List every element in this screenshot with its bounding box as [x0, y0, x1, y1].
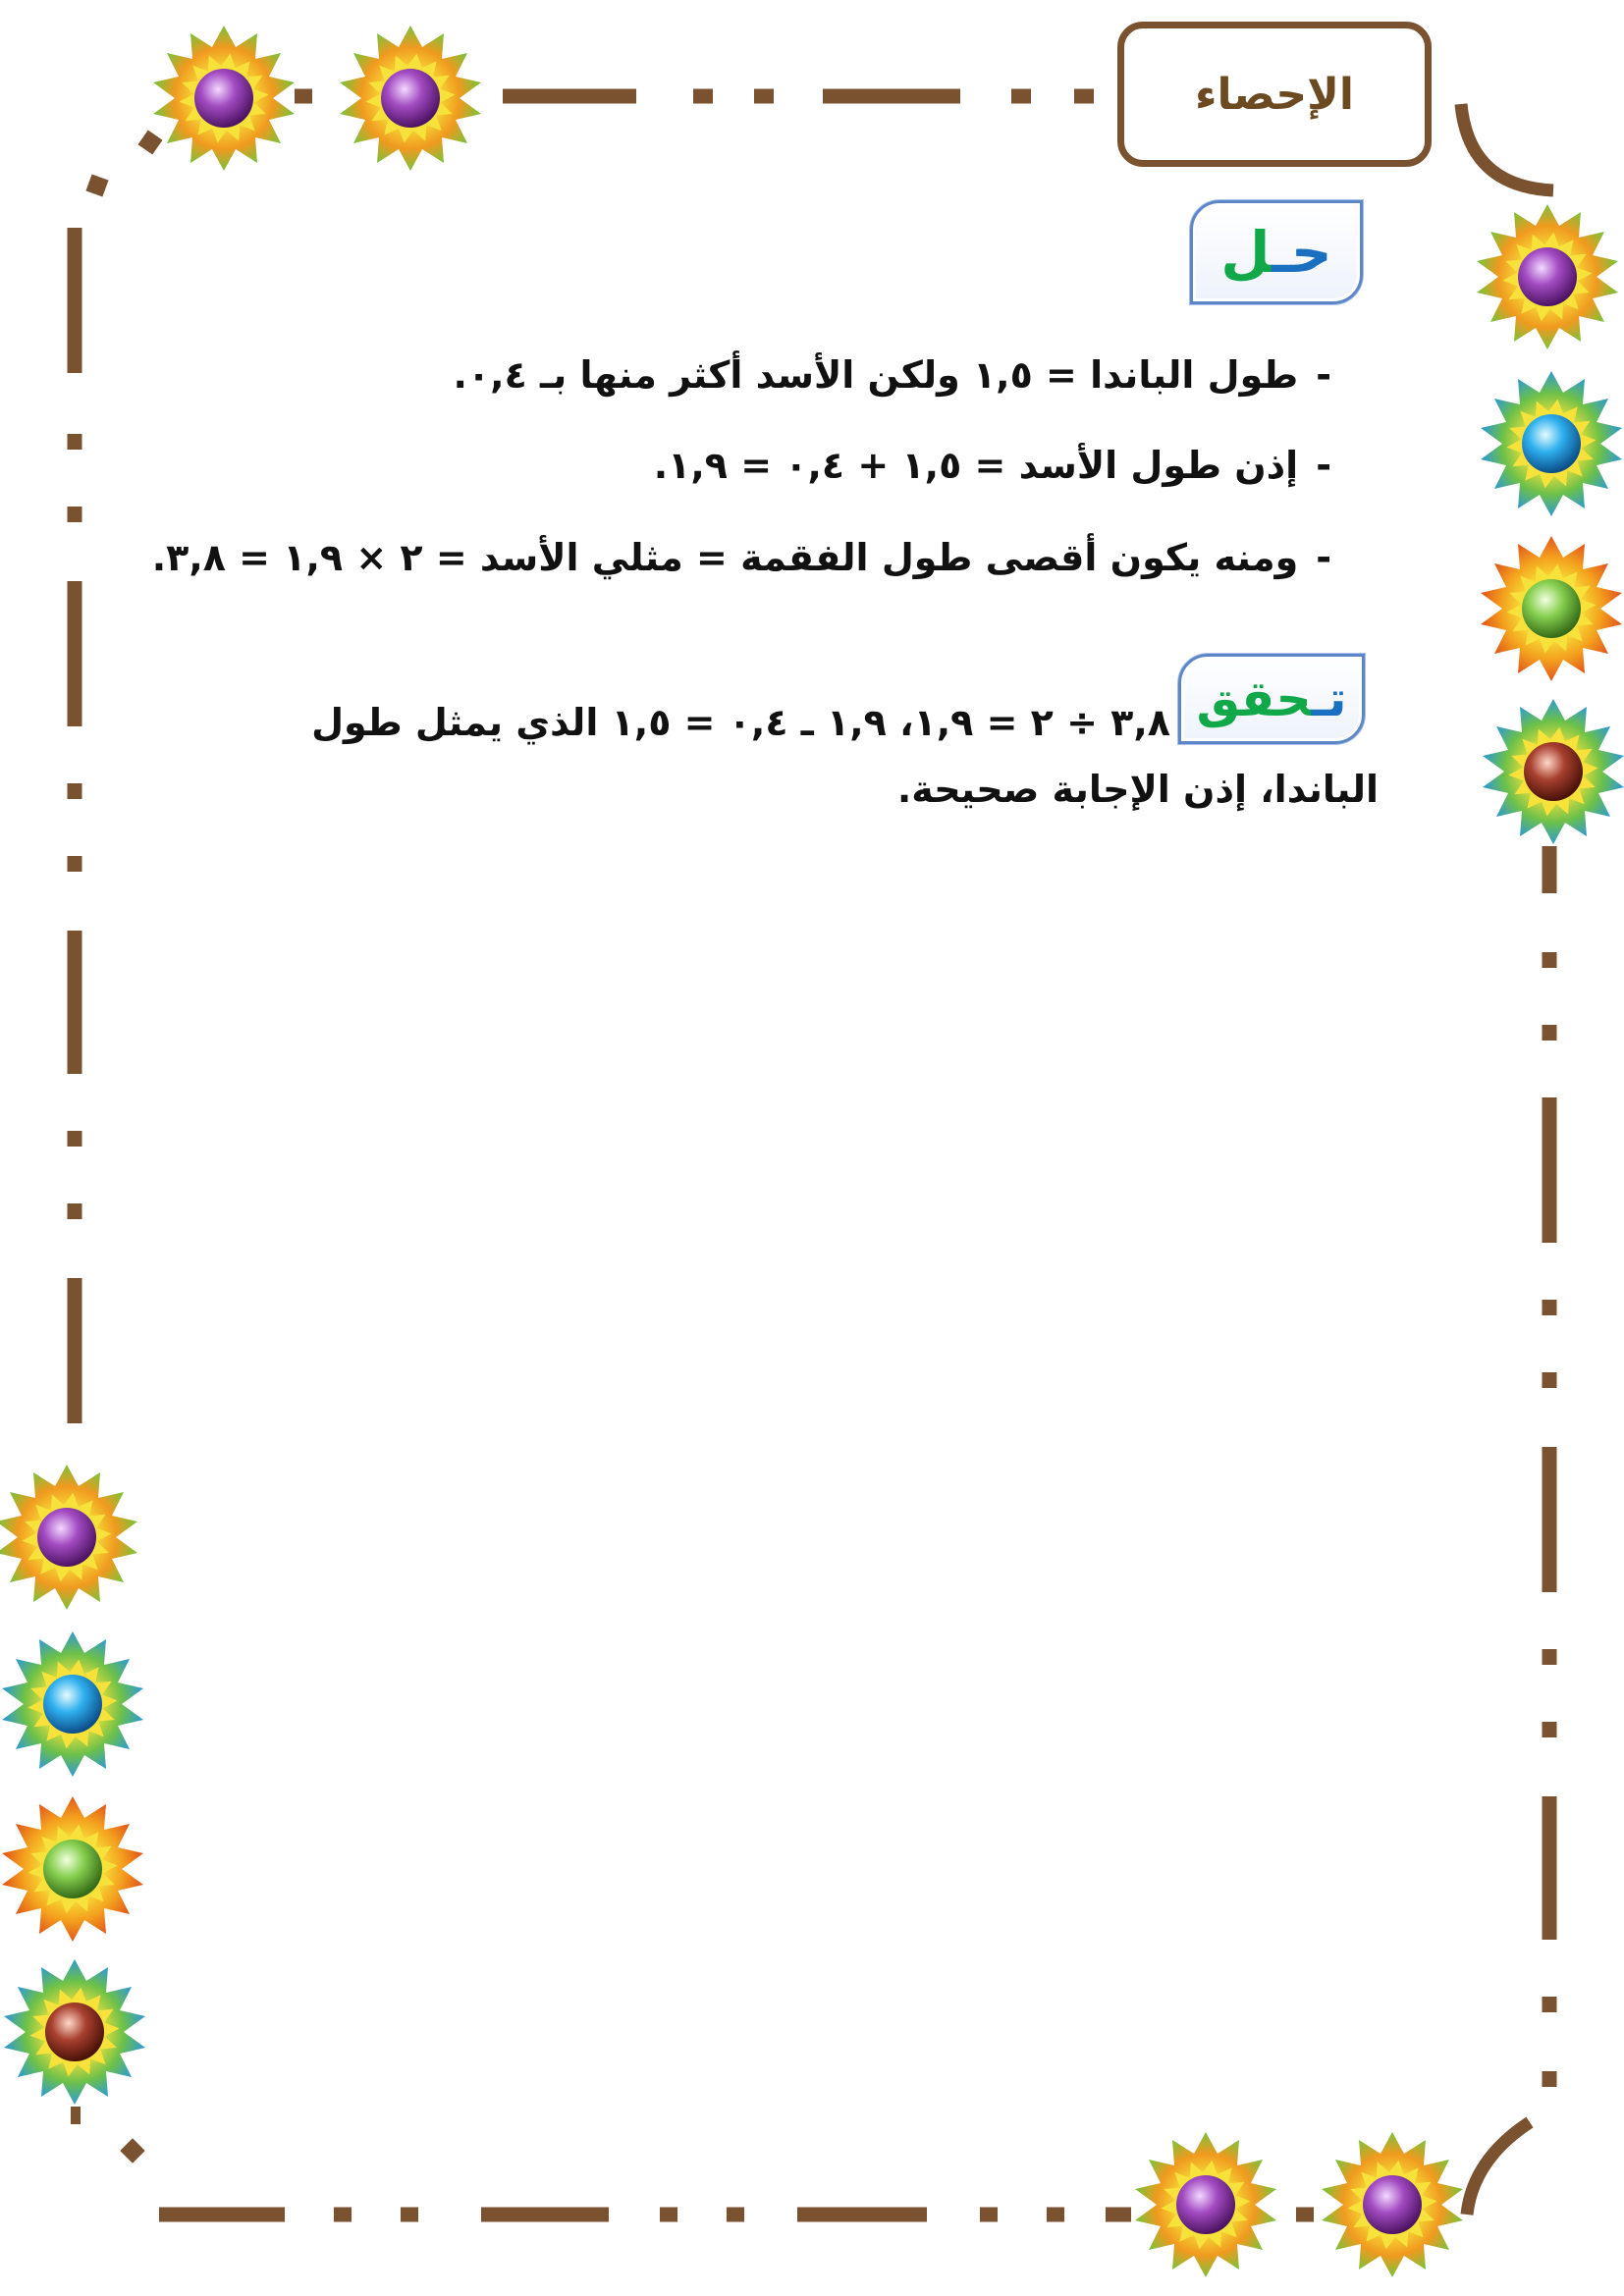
check-line-2: الباندا، إذن الإجابة صحيحة.	[896, 768, 1379, 811]
flower-gem-icon	[2, 1796, 143, 1942]
flower-gem-icon	[1322, 2132, 1463, 2277]
check-tag-label: تـحقق	[1196, 670, 1347, 727]
flower-gem-icon	[1481, 536, 1622, 681]
check-tag	[1178, 654, 1365, 744]
flower-gem-icon	[153, 26, 295, 171]
solution-text: طول الباندا = ١,٥ ولكن الأسد أكثر منها بـ ٠,٤.	[453, 353, 1299, 397]
bullet-dash: -	[1316, 536, 1331, 579]
bullet-dash: -	[1316, 444, 1331, 487]
check-line-1: ٣,٨ ÷ ٢ = ١,٩، ١,٩ ـ ٠,٤ = ١,٥ الذي يمثل طول	[311, 701, 1170, 744]
solution-text: ومنه يكون أقصى طول الفقمة = مثلي الأسد = ٢ × ١,٩ = ٣,٨.	[151, 536, 1299, 579]
flower-gem-icon	[1135, 2132, 1276, 2277]
solve-tag-label: حـل	[1220, 219, 1332, 286]
solution-text: إذن طول الأسد = ١,٥ + ٠,٤ = ١,٩.	[653, 444, 1299, 487]
flower-gem-icon	[0, 1465, 137, 1610]
flower-gem-icon	[1481, 371, 1622, 516]
flower-gem-icon	[4, 1959, 145, 2105]
flower-gem-icon	[1477, 204, 1618, 349]
solution-line-2	[654, 444, 1331, 487]
chapter-title: الإحصاء	[1195, 69, 1354, 120]
chapter-title-box	[1117, 22, 1432, 167]
solution-line-3	[152, 536, 1331, 579]
flower-gem-icon	[340, 26, 481, 171]
bullet-dash: -	[1316, 353, 1331, 397]
solution-line-1	[454, 353, 1331, 397]
solve-tag	[1190, 200, 1363, 304]
flower-gem-icon	[2, 1631, 143, 1777]
flower-gem-icon	[1483, 699, 1624, 844]
